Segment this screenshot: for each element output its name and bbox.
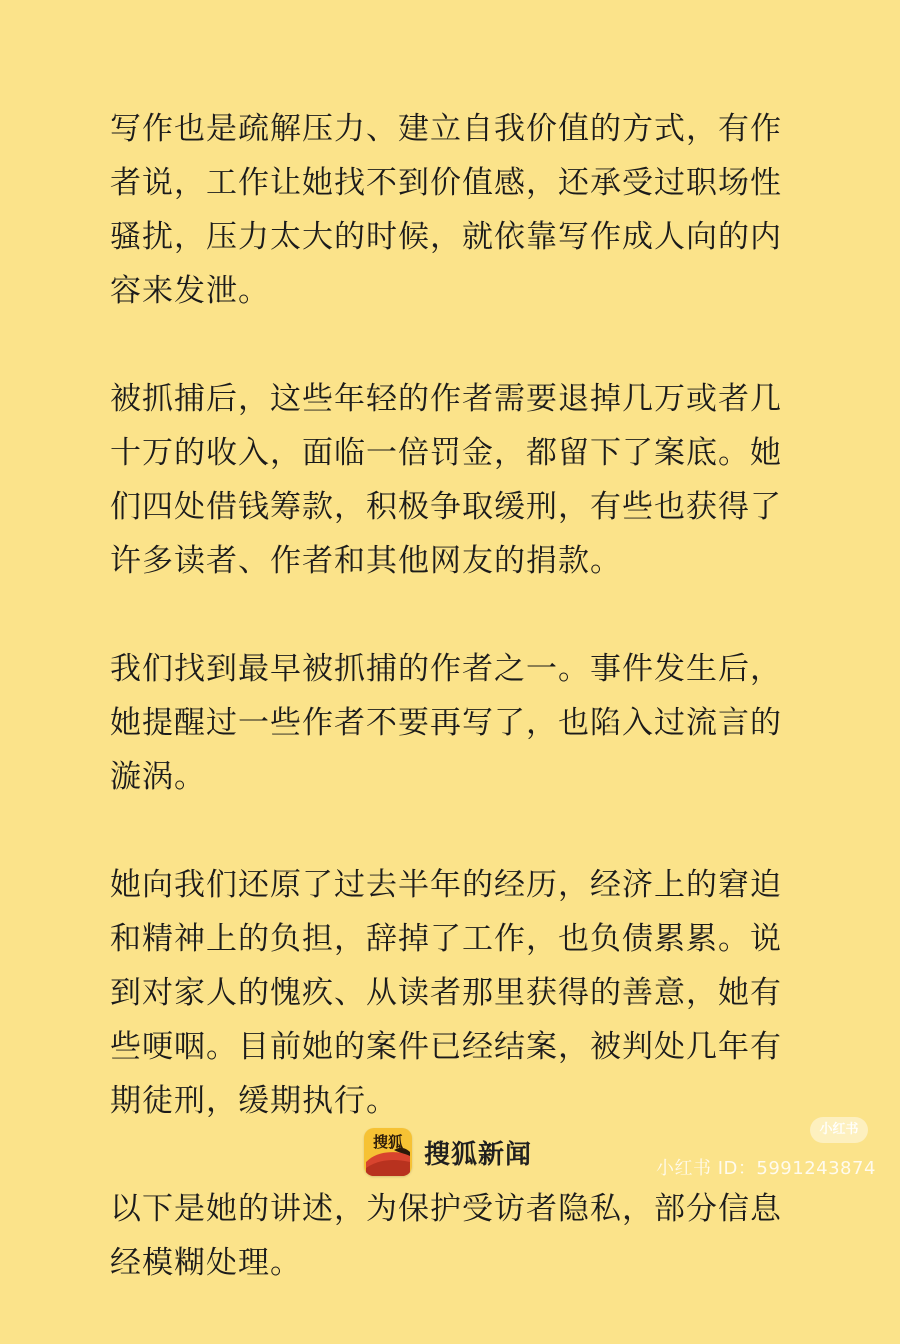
xiaohongshu-watermark-badge: 小红书 [810, 1117, 868, 1143]
paragraph: 写作也是疏解压力、建立自我价值的方式，有作者说，工作让她找不到价值感，还承受过职场性骚扰，压力太大的时候，就依靠写作成人向的内容来发泄。 [110, 111, 782, 309]
xiaohongshu-id-watermark: 小红书 ID：5991243874 [656, 1158, 876, 1179]
paragraph: 我们找到最早被抓捕的作者之一。事件发生后，她提醒过一些作者不要再写了，也陷入过流言的漩涡。 [110, 651, 782, 795]
logo-text: 搜狐 [372, 1133, 403, 1151]
sohu-news-logo-icon [364, 1128, 412, 1176]
paragraph: 以下是她的讲述，为保护受访者隐私，部分信息经模糊处理。 [110, 1191, 782, 1281]
sohu-news-brand [364, 1128, 532, 1176]
paragraph: 她向我们还原了过去半年的经历，经济上的窘迫和精神上的负担，辞掉了工作，也负债累累。说到对家人的愧疚、从读者那里获得的善意，她有些哽咽。目前她的案件已经结案，被判处几年有期徒刑，缓期执行。 [110, 867, 782, 1119]
paragraph: 被抓捕后，这些年轻的作者需要退掉几万或者几十万的收入，面临一倍罚金，都留下了案底。她们四处借钱筹款，积极争取缓刑，有些也获得了许多读者、作者和其他网友的捐款。 [110, 381, 782, 579]
brand-name: 搜狐新闻 [424, 1139, 533, 1170]
